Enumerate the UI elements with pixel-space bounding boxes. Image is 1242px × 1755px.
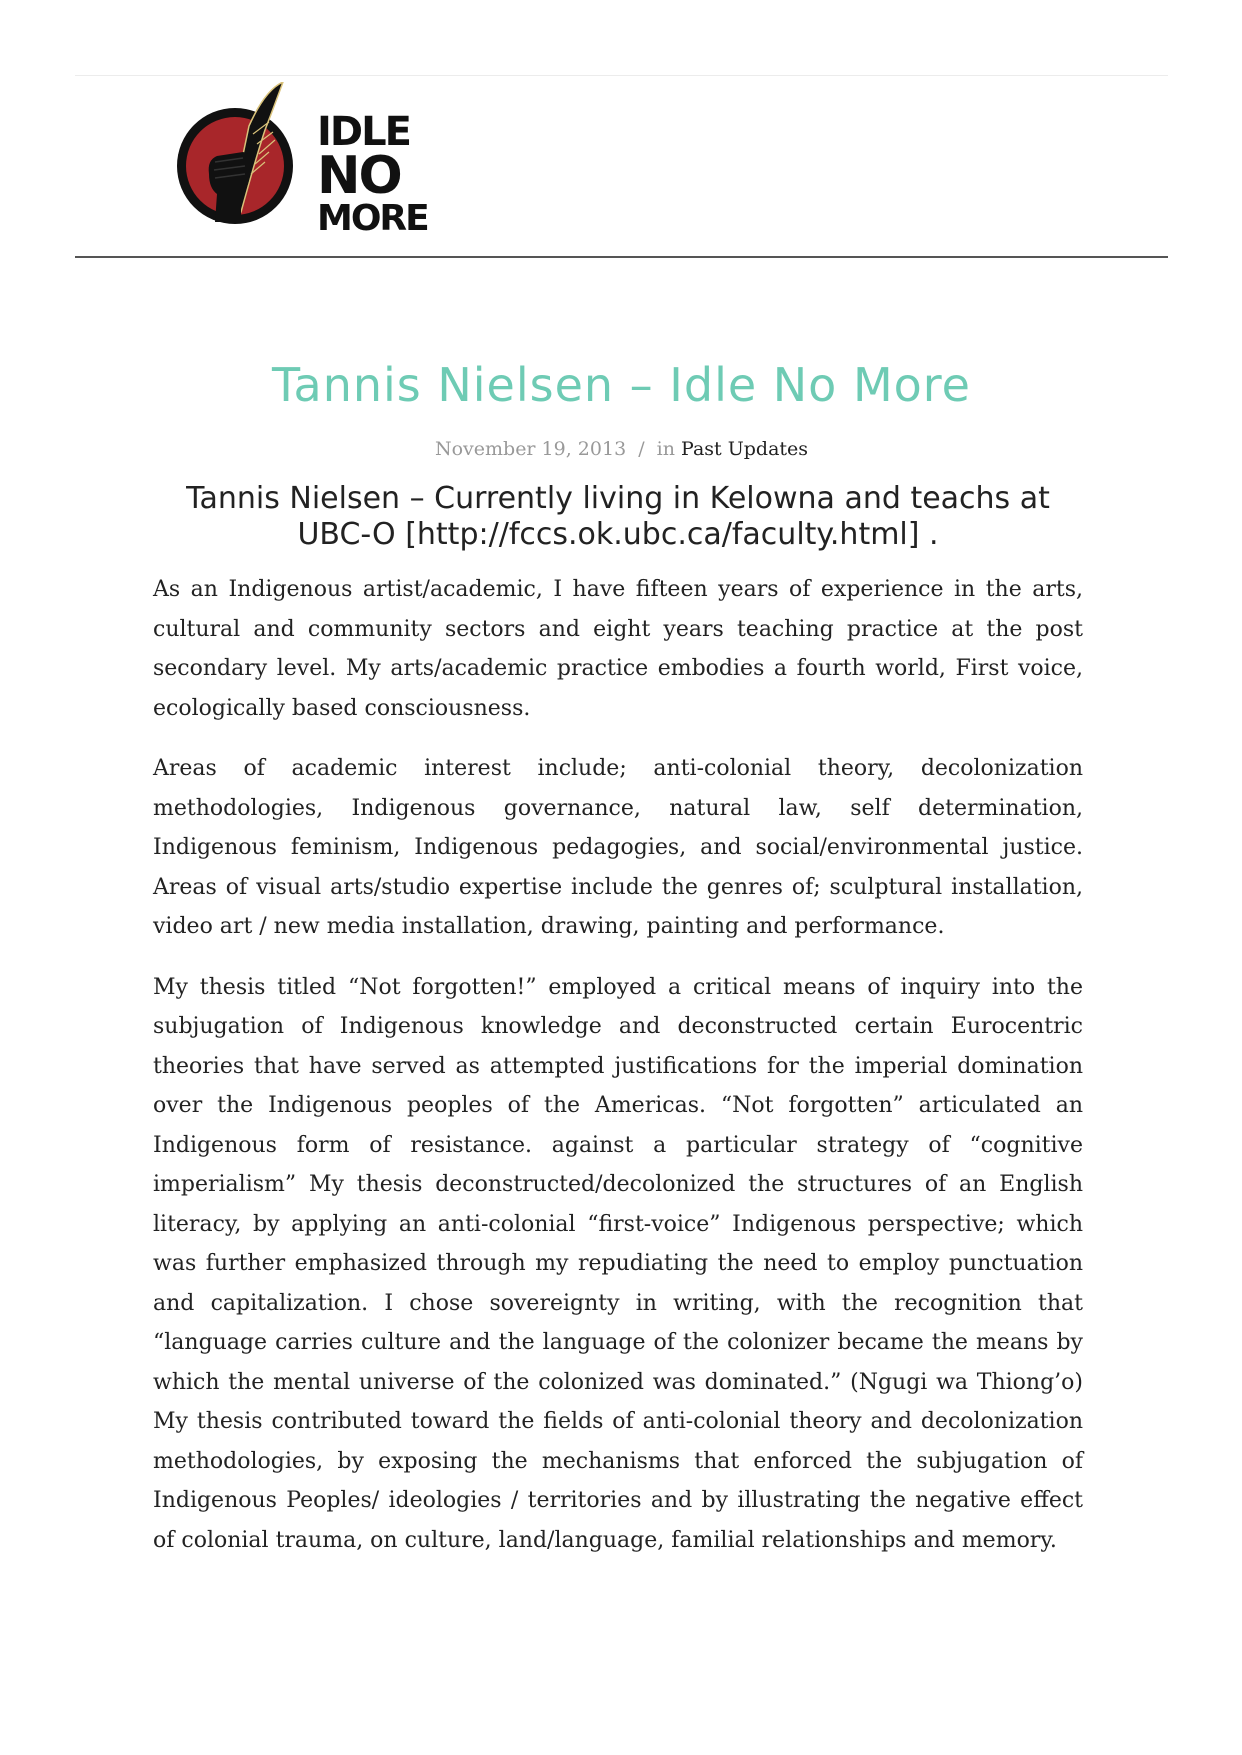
post-date: November 19, 2013	[434, 438, 627, 460]
logo-text-more: MORE	[317, 198, 428, 239]
post-meta	[75, 438, 1168, 460]
raised-fist-feather-icon	[169, 82, 299, 242]
logo-text-no: NO	[317, 146, 401, 206]
category-link[interactable]: Past Updates	[681, 438, 809, 460]
logo-text-idle: IDLE	[317, 109, 410, 155]
paragraph: My thesis titled “Not forgotten!” employed a critical means of inquiry into the subjugation of Indigenous knowledge and deconstructed certain Eurocentric theories that have served as attempted justifications for the imperial domination over the Indigenous peoples of the Americas. “Not forgotten” articulated an Indigenous form of resistance. against a particular strategy of “cognitive imperialism” My thesis deconstructed/decolonized the structures of an English literacy, by applying an anti-colonial “first-voice” Indigenous perspective; which was further emphasized through my repudiating the need to employ punctuation and capitalization. I chose sovereignty in writing, with the recognition that “language carries culture and the language of the colonizer became the means by which the mental universe of the colonized was dominated.” (Ngugi wa Thiong’o) My thesis contributed toward the fields of anti-colonial theory and decolonization methodologies, by exposing the mechanisms that enforced the subjugation of Indigenous Peoples/ ideologies / territories and by illustrating the negative effect of colonial trauma, on culture, land/language, familial relationships and memory.	[153, 974, 1083, 1553]
meta-in-label: in	[656, 438, 675, 460]
post-title: Tannis Nielsen – Idle No More	[272, 358, 971, 412]
site-logo[interactable]	[169, 82, 428, 252]
paragraph: As an Indigenous artist/academic, I have fifteen years of experience in the arts, cultural and community sectors and eight years teaching practice at the post secondary level. My arts/academic practice embodies a fourth world, First voice, ecologically based consciousness.	[153, 577, 1083, 721]
header-divider	[75, 256, 1168, 258]
post-content	[153, 570, 1083, 1581]
meta-separator: /	[638, 438, 645, 460]
logo-wordmark	[317, 109, 428, 239]
post-subtitle: Tannis Nielsen – Currently living in Kelowna and teachs at UBC-O [http://fccs.ok.ubc.ca/faculty.html] .	[186, 481, 1050, 552]
paragraph: Areas of academic interest include; anti-colonial theory, decolonization methodologies, Indigenous governance, natural law, self determination, Indigenous feminism, Indigenous pedagogies, and social/environmental justice. Areas of visual arts/studio expertise include the genres of; sculptural installation, video art / new media installation, drawing, painting and performance.	[153, 756, 1083, 939]
site-header	[75, 76, 1168, 256]
